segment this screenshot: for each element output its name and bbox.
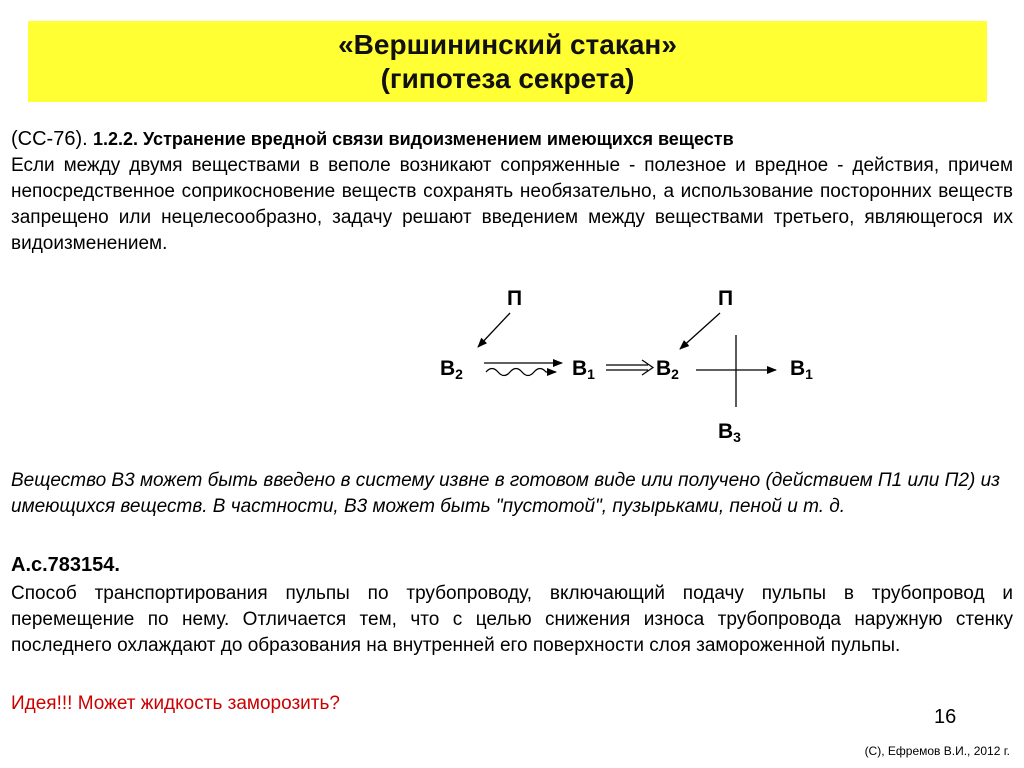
substance-b2-right: В2 <box>656 357 679 382</box>
idea-question: Идея!!! Может жидкость заморозить? <box>11 693 340 714</box>
field-arrow-left <box>478 313 510 347</box>
su-field-diagram <box>420 275 813 455</box>
transform-arrow-head <box>642 360 653 375</box>
copyright-note: (С), Ефремов В.И., 2012 г. <box>864 744 1010 758</box>
substance-b3-note: Вещество В3 может быть введено в систему извне в готовом виде или получено (действием П1 или П2) из имеющихся веществ. В частности, В3 может быть "пустотой", пузырьками, пеной и т. д. <box>11 470 1000 517</box>
title-banner <box>28 21 987 102</box>
standard-heading: 1.2.2. Устранение вредной связи видоизменением имеющихся веществ <box>92 129 734 149</box>
substance-b1-mid: В1 <box>572 357 595 382</box>
substance-b3: В3 <box>718 420 741 445</box>
field-arrow-right <box>680 313 720 349</box>
title-line-2: (гипотеза секрета) <box>380 62 635 94</box>
field-p-right-label: П <box>718 287 734 310</box>
substance-b1-right: В1 <box>790 357 813 382</box>
harmful-action-wavy-arrow <box>486 369 556 376</box>
title-line-1: «Вершининский стакан» <box>338 28 677 60</box>
page-number: 16 <box>934 706 957 728</box>
patent-description: Способ транспортирования пульпы по трубопроводу, включающий подачу пульпы в трубопровод и перемещение по нему. Отличается тем, что с целью снижения износа трубопровода наружную стенку последнего охлаждают до образования на внутренней его поверхности слоя замороженной пульпы. <box>11 583 1013 656</box>
patent-number: А.с.783154. <box>11 554 120 576</box>
substance-b2-left: В2 <box>440 357 463 382</box>
field-p-left-label: П <box>507 287 523 310</box>
standard-ref: (СС-76). <box>11 128 88 150</box>
standard-paragraph <box>11 126 1013 257</box>
standard-text: Если между двумя веществами в веполе возникают сопряженные - полезное и вредное - действия, причем непосредственное соприкосновение веществ сохранять необязательно, а использование посторонних веществ запрещено или нецелесообразно, задачу решают введением между веществами третьего, являющегося их видоизменением. <box>11 155 1013 254</box>
